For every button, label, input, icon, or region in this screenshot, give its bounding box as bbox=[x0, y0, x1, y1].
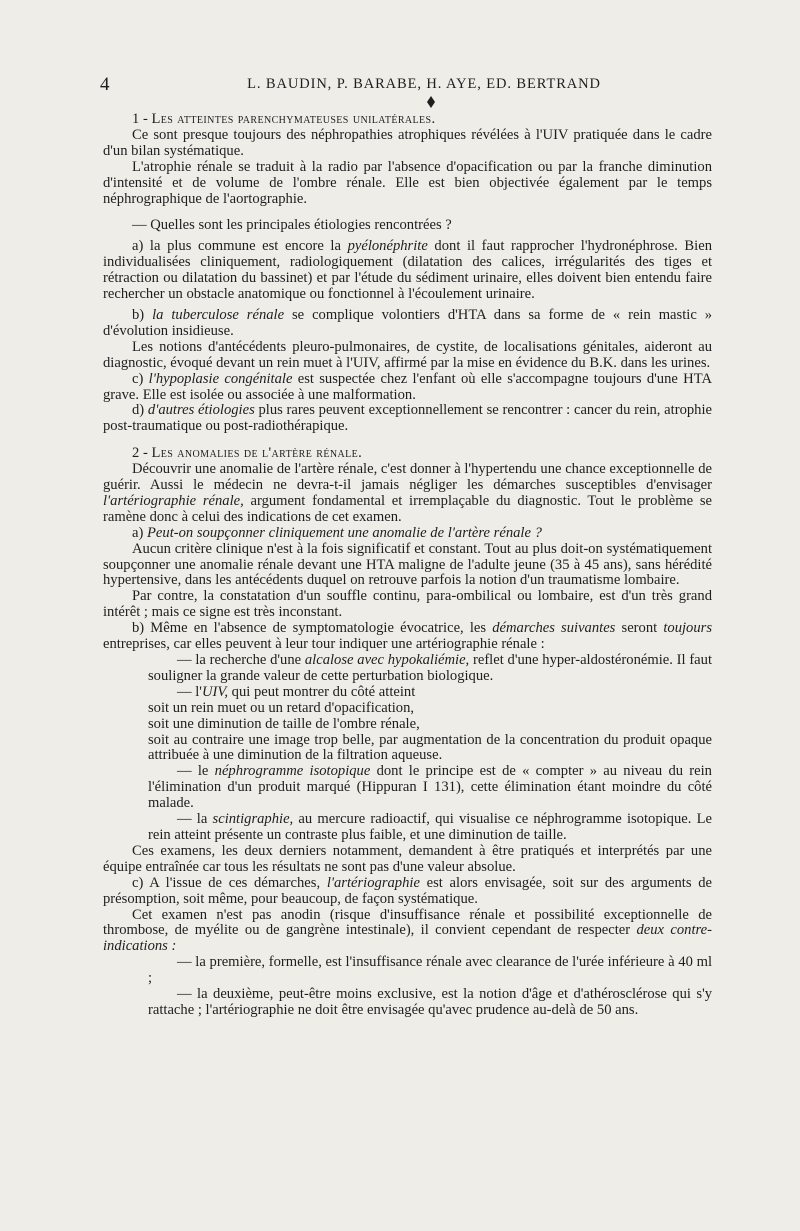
list-item: — l'UIV, qui peut montrer du côté atteint bbox=[177, 683, 416, 700]
page-number: 4 bbox=[100, 74, 110, 95]
ornament-icon bbox=[426, 96, 436, 108]
item-c: c) l'hypoplasie congénitale est suspectée chez l'enfant où elle s'accompagne toujours d'une HTA grave. Elle est isolée ou associée à une malformation. bbox=[103, 370, 712, 403]
item-a: a) la plus commune est encore la pyélonéphrite dont il faut rapprocher l'hydronéphrose. Bien individualisées cliniquement, radiologiquement (dilatation des calices, irrégularités des tiges et rétraction ou dilatation du bassinet) et par l'étude du sédiment urinaire, elles doivent bien entendu faire rechercher un obstacle anatomique ou fonctionnel à l'écoulement urinaire. bbox=[103, 238, 712, 303]
paragraph: Ces examens, les deux derniers notamment, demandent à être pratiqués et interprétés par une équipe entraînée car tous les résultats ne sont pas d'une valeur absolue. bbox=[103, 842, 712, 875]
paragraph: Par contre, la constatation d'un souffle continu, para-ombilical ou lombaire, est d'un très grand intérêt ; mais ce signe est très inconstant. bbox=[103, 588, 712, 621]
item-a: a) Peut-on soupçonner cliniquement une anomalie de l'artère rénale ? bbox=[132, 524, 542, 541]
body-text bbox=[103, 112, 712, 1019]
paragraph: Les notions d'antécédents pleuro-pulmonaires, de cystite, de localisations génitales, aideront au diagnostic, évoqué devant un rein muet à l'UIV, affirmé par la mise en évidence du B.K. dans les urines. bbox=[103, 338, 712, 371]
paragraph: Ce sont presque toujours des néphropathies atrophiques révélées à l'UIV pratiquée dans le cadre d'un bilan systématique. bbox=[103, 126, 712, 159]
paragraph: Découvrir une anomalie de l'artère rénale, c'est donner à l'hypertendu une chance exceptionnelle de guérir. Aussi le médecin ne devra-t-il jamais négliger les démarches susceptibles d'envisager l'artériographie rénale, argument fondamental et irremplaçable du diagnostic. Tout le problème se ramène donc à celui des indications de cet examen. bbox=[103, 461, 712, 525]
list-subline: soit une diminution de taille de l'ombre rénale, bbox=[148, 715, 420, 732]
list-subline: soit au contraire une image trop belle, par augmentation de la concentration du produit opaque attribuée à une diminution de la filtration aqueuse. bbox=[148, 731, 712, 764]
section-2-heading: 2 - Les anomalies de l'artère rénale. bbox=[132, 445, 363, 462]
list-subline: soit un rein muet ou un retard d'opacification, bbox=[148, 699, 415, 716]
list-item: — le néphrogramme isotopique dont le principe est de « compter » au niveau du rein l'élimination d'un produit marqué (Hippuran I 131), cette élimination étant moindre du côté malade. bbox=[148, 763, 712, 812]
item-b: b) la tuberculose rénale se complique volontiers d'HTA dans sa forme de « rein mastic » d'évolution insidieuse. bbox=[103, 306, 713, 339]
list-item: — la première, formelle, est l'insuffisance rénale avec clearance de l'urée inférieure à 40 ml ; bbox=[148, 954, 712, 987]
item-b: b) Même en l'absence de symptomatologie évocatrice, les démarches suivantes seront toujours entreprises, car elles peuvent à leur tour indiquer une artériographie rénale : bbox=[103, 620, 712, 653]
section-1-heading: 1 - Les atteintes parenchymateuses unilatérales. bbox=[132, 111, 436, 127]
list-item: — la deuxième, peut-être moins exclusive, est la notion d'âge et d'athérosclérose qui s'y rattache ; l'artériographie ne doit être envisagée qu'avec prudence au-delà de 50 ans. bbox=[148, 986, 712, 1018]
page-header bbox=[100, 74, 712, 94]
paragraph: Cet examen n'est pas anodin (risque d'insuffisance rénale et possibilité exceptionnelle de thrombose, de myélite ou de gangrène intestinale), il convient cependant de respecter deux contre-indications : bbox=[103, 906, 712, 955]
item-d: d) d'autres étiologies plus rares peuvent exceptionnellement se rencontrer : cancer du rein, atrophie post-traumatique ou post-radiothérapique. bbox=[103, 402, 712, 435]
list-item: — la scintigraphie, au mercure radioactif, qui visualise ce néphrogramme isotopique. Le rein atteint présente un contraste plus faible, et une diminution de taille. bbox=[148, 811, 712, 843]
question: — Quelles sont les principales étiologies rencontrées ? bbox=[132, 217, 452, 234]
running-title: L. BAUDIN, P. BARABE, H. AYE, ED. BERTRAND bbox=[247, 76, 601, 92]
list-item: — la recherche d'une alcalose avec hypokaliémie, reflet d'une hyper-aldostéronémie. Il faut souligner la grande valeur de cette perturbation biologique. bbox=[148, 652, 713, 684]
paragraph: Aucun critère clinique n'est à la fois significatif et constant. Tout au plus doit-on systématiquement soupçonner une anomalie rénale devant une HTA maligne de l'adulte jeune (35 à 45 ans), sans hérédité hypertensive, dans les antécédents duquel on retrouve parfois la notion d'un traumatisme lombaire. bbox=[103, 540, 712, 589]
item-c: c) A l'issue de ces démarches, l'artériographie est alors envisagée, soit sur des arguments de présomption, soit même, pour beaucoup, de façon systématique. bbox=[103, 874, 712, 907]
paragraph: L'atrophie rénale se traduit à la radio par l'absence d'opacification ou par la franche diminution d'intensité et de volume de l'ombre rénale. Elle est bien objectivée également par le temps néphrographique de l'aortographie. bbox=[103, 158, 712, 207]
